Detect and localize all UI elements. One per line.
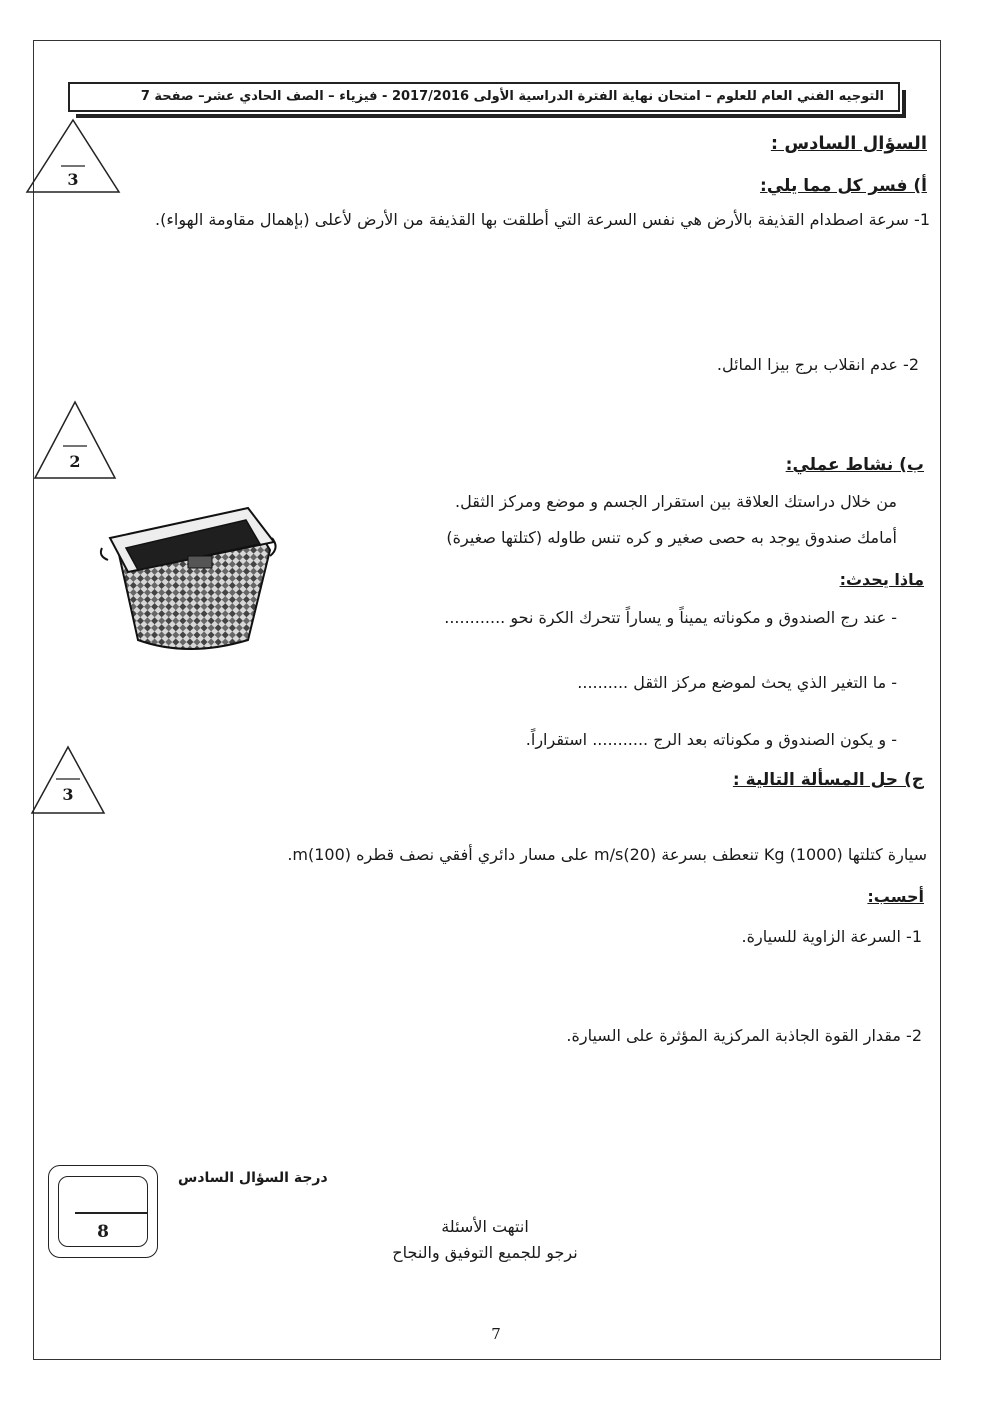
header-box bbox=[68, 82, 900, 112]
question-title: السؤال السادس : bbox=[770, 133, 927, 154]
part-c-item-1: 1- السرعة الزاوية للسيارة. bbox=[741, 927, 922, 946]
score-value: 2 bbox=[69, 452, 81, 471]
basket-image bbox=[98, 490, 278, 664]
page-border bbox=[33, 40, 941, 1360]
score-value: 3 bbox=[62, 785, 74, 804]
part-b-intro-1: من خلال دراستك العلاقة بين استقرار الجسم و موضع ومركز الثقل. bbox=[455, 492, 897, 511]
box-icon bbox=[98, 490, 278, 660]
score-triangle-c bbox=[30, 745, 106, 819]
part-b-bullet-1: - عند رج الصندوق و مكوناته يميناً و يساراً تتحرك الكرة نحو ............ bbox=[444, 608, 897, 627]
part-c-calc: أحسب: bbox=[867, 887, 924, 906]
part-a-item-1: 1- سرعة اصطدام القذيفة بالأرض هي نفس السرعة التي أطلقت بها القذيفة من الأرض لأعلى (بإهمال مقاومة الهواء). bbox=[155, 210, 930, 229]
triangle-icon bbox=[30, 745, 106, 815]
total-score-box bbox=[48, 1165, 158, 1258]
part-b-heading: ب) نشاط عملي: bbox=[785, 455, 924, 475]
part-c-problem: سيارة كتلتها Kg (1000) تنعطف بسرعة (20)m/s على مسار دائري أفقي نصف قطره (100)m. bbox=[287, 845, 927, 864]
part-a-heading: أ) فسر كل مما يلي: bbox=[760, 176, 927, 196]
score-value: 3 bbox=[67, 170, 79, 189]
part-c-heading: ج) حل المسألة التالية : bbox=[732, 770, 924, 790]
end-text: انتهت الأسئلة bbox=[441, 1217, 529, 1236]
score-label: درجة السؤال السادس bbox=[178, 1170, 328, 1186]
score-triangle-a bbox=[25, 118, 121, 198]
part-a-item-2: 2- عدم انقلاب برج بيزا المائل. bbox=[716, 355, 919, 374]
header-text: التوجيه الفني العام للعلوم – امتحان نهاية الفترة الدراسية الأولى 2017/2016 - فيزياء – الصف الحادي عشر– صفحة 7 bbox=[140, 89, 884, 104]
part-b-intro-2: أمامك صندوق يوجد به حصى صغير و كره تنس طاوله (كتلتها صغيرة) bbox=[446, 528, 897, 547]
score-triangle-b bbox=[33, 400, 117, 484]
total-score: 8 bbox=[97, 1222, 109, 1242]
part-c-item-2: 2- مقدار القوة الجاذبة المركزية المؤثرة على السيارة. bbox=[566, 1026, 922, 1045]
wish-text: نرجو للجميع التوفيق والنجاح bbox=[392, 1243, 578, 1262]
part-b-bullet-3: - و يكون الصندوق و مكوناته بعد الرج ........... استقراراً. bbox=[525, 730, 897, 749]
page-number: 7 bbox=[491, 1325, 501, 1343]
part-b-bullet-2: - ما التغير الذي يحث لموضع مركز الثقل .......... bbox=[577, 673, 897, 692]
what-happens-heading: ماذا يحدث: bbox=[839, 570, 924, 589]
